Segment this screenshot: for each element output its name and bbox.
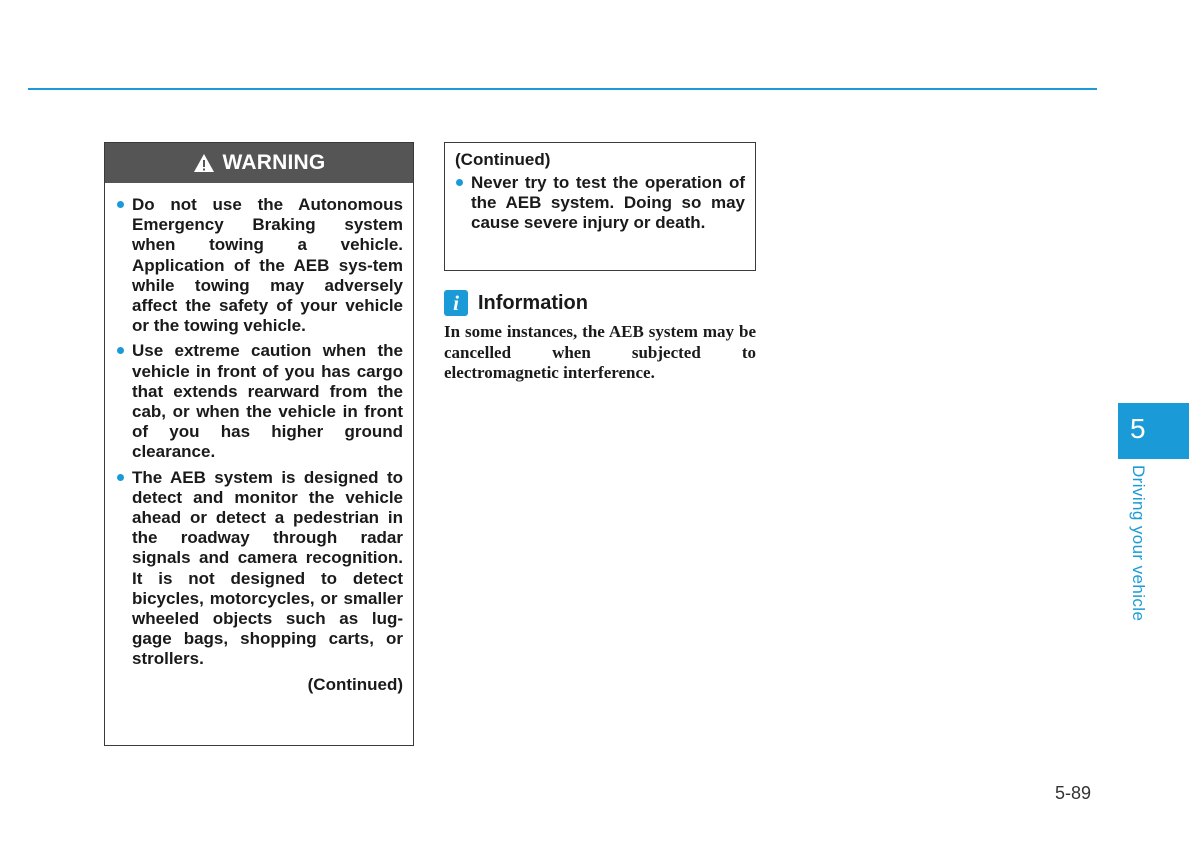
information-heading bbox=[444, 290, 588, 316]
continued-box bbox=[444, 142, 756, 271]
chapter-title: Driving your vehicle bbox=[1129, 465, 1148, 622]
warning-triangle-icon bbox=[193, 153, 215, 173]
warning-bullet bbox=[116, 195, 403, 336]
warning-bullet-text: Do not use the Autonomous Emergency Braking system when towing a vehicle. Application of the AEB sys-tem while towing may adversely affect the safety of your vehicle or the towing vehicle. bbox=[132, 195, 403, 336]
page-number: 5-89 bbox=[1055, 783, 1092, 803]
warning-bullet bbox=[116, 341, 403, 462]
info-icon: i bbox=[444, 290, 468, 316]
continued-bullet bbox=[455, 173, 745, 234]
warning-body bbox=[105, 183, 413, 695]
chapter-number: 5 bbox=[1130, 413, 1146, 444]
chapter-tab bbox=[1118, 403, 1189, 459]
bullet-dot-icon bbox=[117, 201, 124, 208]
information-text: In some instances, the AEB system may be cancelled when subjected to electromagnetic interference. bbox=[444, 322, 756, 382]
information-title: Information bbox=[478, 291, 588, 314]
warning-title: WARNING bbox=[222, 151, 326, 174]
continued-bullet-text: Never try to test the operation of the AEB system. Doing so may cause severe injury or death. bbox=[471, 173, 745, 233]
warning-header bbox=[105, 143, 413, 183]
bullet-dot-icon bbox=[117, 347, 124, 354]
warning-bullet-text: The AEB system is designed to detect and monitor the vehicle ahead or detect a pedestrian in the roadway through radar signals and camera recognition. It is not designed to detect bicycles, motorcycles, or smaller wheeled objects such as lug-gage bags, shopping carts, or strollers. bbox=[132, 467, 403, 669]
warning-bullet-text: Use extreme caution when the vehicle in front of you has cargo that extends rearward from the cab, or when the vehicle in front of you has higher ground clearance. bbox=[132, 341, 403, 462]
warning-continued: (Continued) bbox=[307, 674, 403, 694]
bullet-dot-icon bbox=[117, 474, 124, 481]
bullet-dot-icon bbox=[456, 179, 463, 186]
continued-title: (Continued) bbox=[455, 150, 551, 169]
warning-box bbox=[104, 142, 414, 746]
warning-bullet bbox=[116, 468, 403, 670]
top-rule bbox=[28, 88, 1097, 90]
